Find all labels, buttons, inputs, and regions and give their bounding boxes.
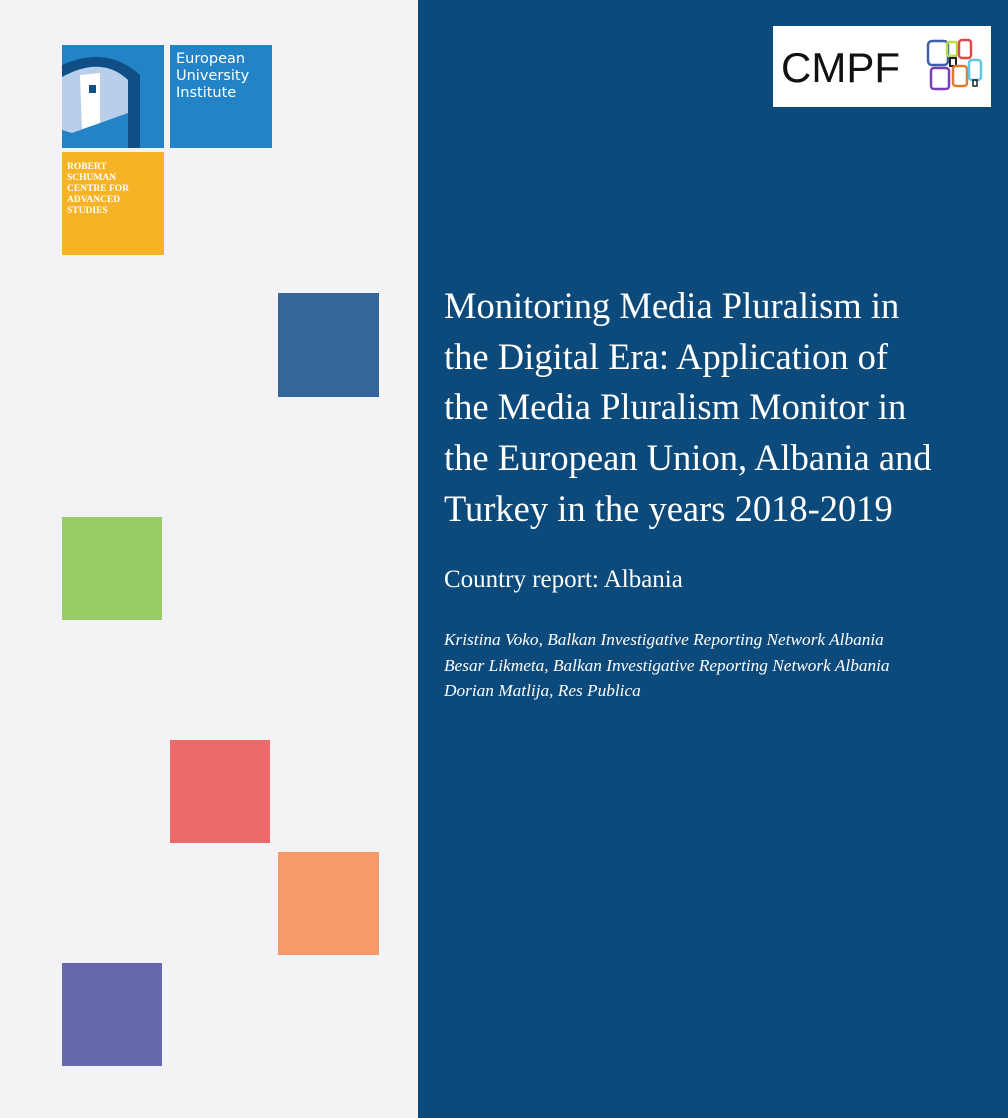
eui-line: University xyxy=(176,68,250,84)
red-square xyxy=(170,740,270,843)
rsc-line: CENTRE FOR xyxy=(67,184,130,194)
cmpf-logo-text: CMPF xyxy=(781,44,900,91)
cmpf-logo xyxy=(773,26,991,107)
author: Dorian Matlija, Res Publica xyxy=(444,681,641,700)
title-line: Turkey in the years 2018-2019 xyxy=(444,487,893,529)
title-line: the Digital Era: Application of xyxy=(444,335,888,377)
title-line: the European Union, Albania and xyxy=(444,437,932,479)
author: Besar Likmeta, Balkan Investigative Reporting Network Albania xyxy=(444,655,890,675)
author: Kristina Voko, Balkan Investigative Reporting Network Albania xyxy=(444,630,884,649)
authors-list xyxy=(444,627,890,704)
green-square xyxy=(62,517,162,620)
orange-square xyxy=(278,852,379,955)
eui-line: Institute xyxy=(176,85,237,101)
rsc-line: ADVANCED xyxy=(67,195,121,205)
report-subtitle: Country report: Albania xyxy=(444,566,683,593)
rsc-line: STUDIES xyxy=(67,206,108,216)
eui-logo-emblem xyxy=(62,45,164,148)
eui-line: European xyxy=(176,51,246,67)
title-line: Monitoring Media Pluralism in xyxy=(444,285,900,326)
report-title xyxy=(444,281,994,535)
eui-logo-text xyxy=(170,45,272,148)
title-line: the Media Pluralism Monitor in xyxy=(444,386,907,428)
rsc-logo xyxy=(62,152,164,255)
rsc-line: ROBERT xyxy=(67,162,107,172)
arch-icon xyxy=(62,45,164,148)
purple-square xyxy=(62,963,162,1066)
rsc-line: SCHUMAN xyxy=(67,173,117,183)
blue-square xyxy=(278,293,379,397)
right-panel xyxy=(418,0,1008,1118)
cmpf-squares-icon xyxy=(923,38,985,96)
